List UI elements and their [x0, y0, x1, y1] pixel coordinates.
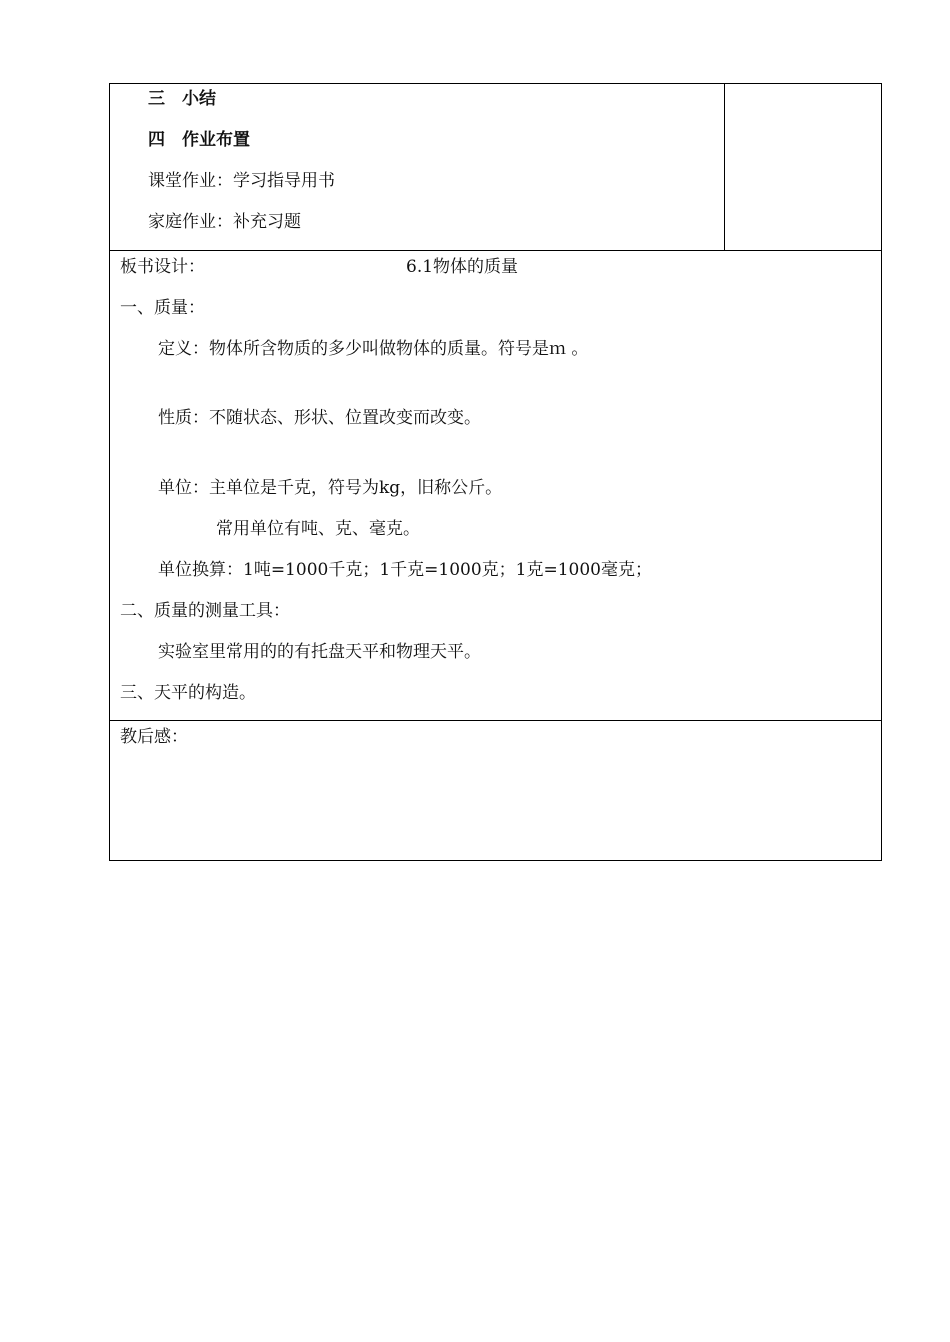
summary-row: [110, 84, 881, 251]
board-line-definition: 定义：物体所含物质的多少叫做物体的质量。符号是ｍ 。: [158, 339, 589, 359]
board-line-property: 性质：不随状态、形状、位置改变而改变。: [158, 408, 481, 428]
board-line-tools-heading: 二、质量的测量工具：: [120, 601, 290, 621]
lesson-plan-table: [109, 83, 882, 861]
board-line-balance: 三、天平的构造。: [120, 683, 256, 703]
classwork-text: 课堂作业：学习指导用书: [148, 171, 335, 191]
board-line-tools: 实验室里常用的的有托盘天平和物理天平。: [158, 642, 481, 662]
reflection-label: 教后感：: [120, 727, 188, 747]
board-design-title: 6.1物体的质量: [406, 257, 519, 277]
board-line-mass-heading: 一、质量：: [120, 298, 205, 318]
board-line-common-units: 常用单位有吨、克、毫克。: [216, 519, 420, 539]
board-line-conversion: 单位换算：1吨=1000千克；1千克=1000克；1克=1000毫克；: [158, 560, 652, 580]
board-design-label: 板书设计：: [120, 257, 205, 277]
homework-text: 家庭作业：补充习题: [148, 212, 301, 232]
reflection-row: [110, 721, 881, 860]
section-homework-heading: 四 作业布置: [148, 130, 250, 150]
section-summary-heading: 三 小结: [148, 89, 216, 109]
board-design-row: [110, 251, 881, 721]
column-divider: [724, 84, 725, 250]
board-line-unit: 单位：主单位是千克，符号为kg，旧称公斤。: [158, 478, 503, 498]
